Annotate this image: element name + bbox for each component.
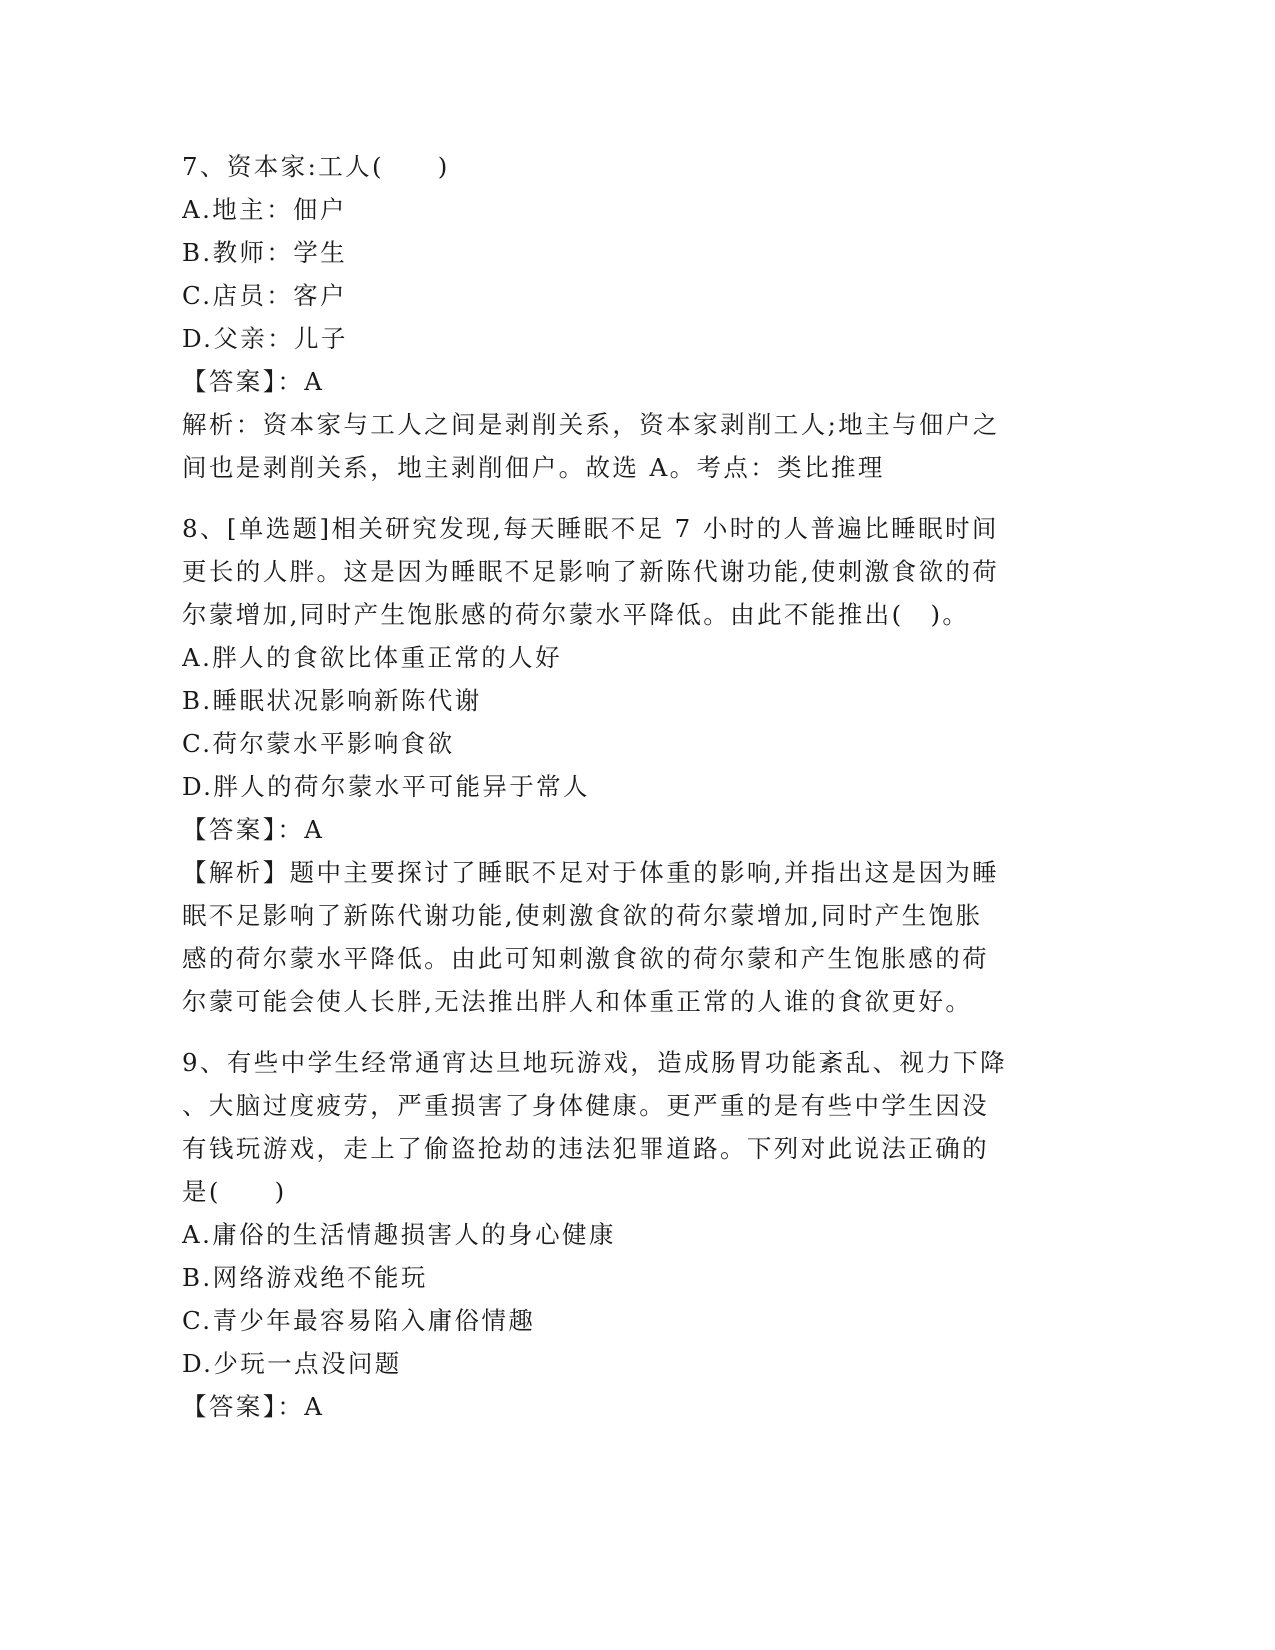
question-stem: 有钱玩游戏，走上了偷盗抢劫的违法犯罪道路。下列对此说法正确的 (182, 1134, 989, 1163)
question-8 (182, 507, 1092, 1023)
question-stem: 、大脑过度疲劳，严重损害了身体健康。更严重的是有些中学生因没 (182, 1091, 989, 1120)
analysis-line: 间也是剥削关系，地主剥削佃户。故选 A。考点：类比推理 (182, 453, 885, 482)
answer: 【答案】：A (182, 815, 325, 844)
question-stem: 9、有些中学生经常通宵达旦地玩游戏，造成肠胃功能紊乱、视力下降 (182, 1048, 1007, 1077)
option-d: D.父亲：儿子 (182, 324, 348, 353)
option-a: A.地主：佃户 (182, 195, 347, 224)
question-stem: 8、[单选题]相关研究发现,每天睡眠不足 7 小时的人普遍比睡眠时间 (182, 514, 999, 543)
analysis-line: 【解析】题中主要探讨了睡眠不足对于体重的影响,并指出这是因为睡 (182, 858, 1000, 887)
option-b: B.网络游戏绝不能玩 (182, 1263, 428, 1292)
question-stem: 7、资本家:工人( ) (182, 152, 450, 181)
question-stem: 更长的人胖。这是因为睡眠不足影响了新陈代谢功能,使刺激食欲的荷 (182, 557, 1000, 586)
option-a: A.胖人的食欲比体重正常的人好 (182, 643, 562, 672)
option-c: C.青少年最容易陷入庸俗情趣 (182, 1306, 536, 1335)
question-7 (182, 145, 1092, 489)
option-c: C.店员：客户 (182, 281, 347, 310)
option-b: B.教师：学生 (182, 238, 348, 267)
question-stem: 是( ) (182, 1177, 287, 1206)
analysis-line: 眠不足影响了新陈代谢功能,使刺激食欲的荷尔蒙增加,同时产生饱胀 (182, 901, 983, 930)
answer: 【答案】：A (182, 367, 325, 396)
option-d: D.少玩一点没问题 (182, 1349, 402, 1378)
document-page (182, 145, 1092, 1428)
analysis-line: 解析：资本家与工人之间是剥削关系，资本家剥削工人;地主与佃户之 (182, 410, 1000, 439)
analysis-line: 尔蒙可能会使人长胖,无法推出胖人和体重正常的人谁的食欲更好。 (182, 987, 973, 1016)
option-d: D.胖人的荷尔蒙水平可能异于常人 (182, 772, 590, 801)
answer: 【答案】：A (182, 1392, 325, 1421)
question-spacer (182, 489, 1092, 507)
option-b: B.睡眠状况影响新陈代谢 (182, 686, 482, 715)
option-a: A.庸俗的生活情趣损害人的身心健康 (182, 1220, 616, 1249)
option-c: C.荷尔蒙水平影响食欲 (182, 729, 455, 758)
question-9 (182, 1041, 1092, 1428)
question-stem: 尔蒙增加,同时产生饱胀感的荷尔蒙水平降低。由此不能推出( )。 (182, 600, 970, 629)
question-spacer (182, 1023, 1092, 1041)
analysis-line: 感的荷尔蒙水平降低。由此可知刺激食欲的荷尔蒙和产生饱胀感的荷 (182, 944, 989, 973)
